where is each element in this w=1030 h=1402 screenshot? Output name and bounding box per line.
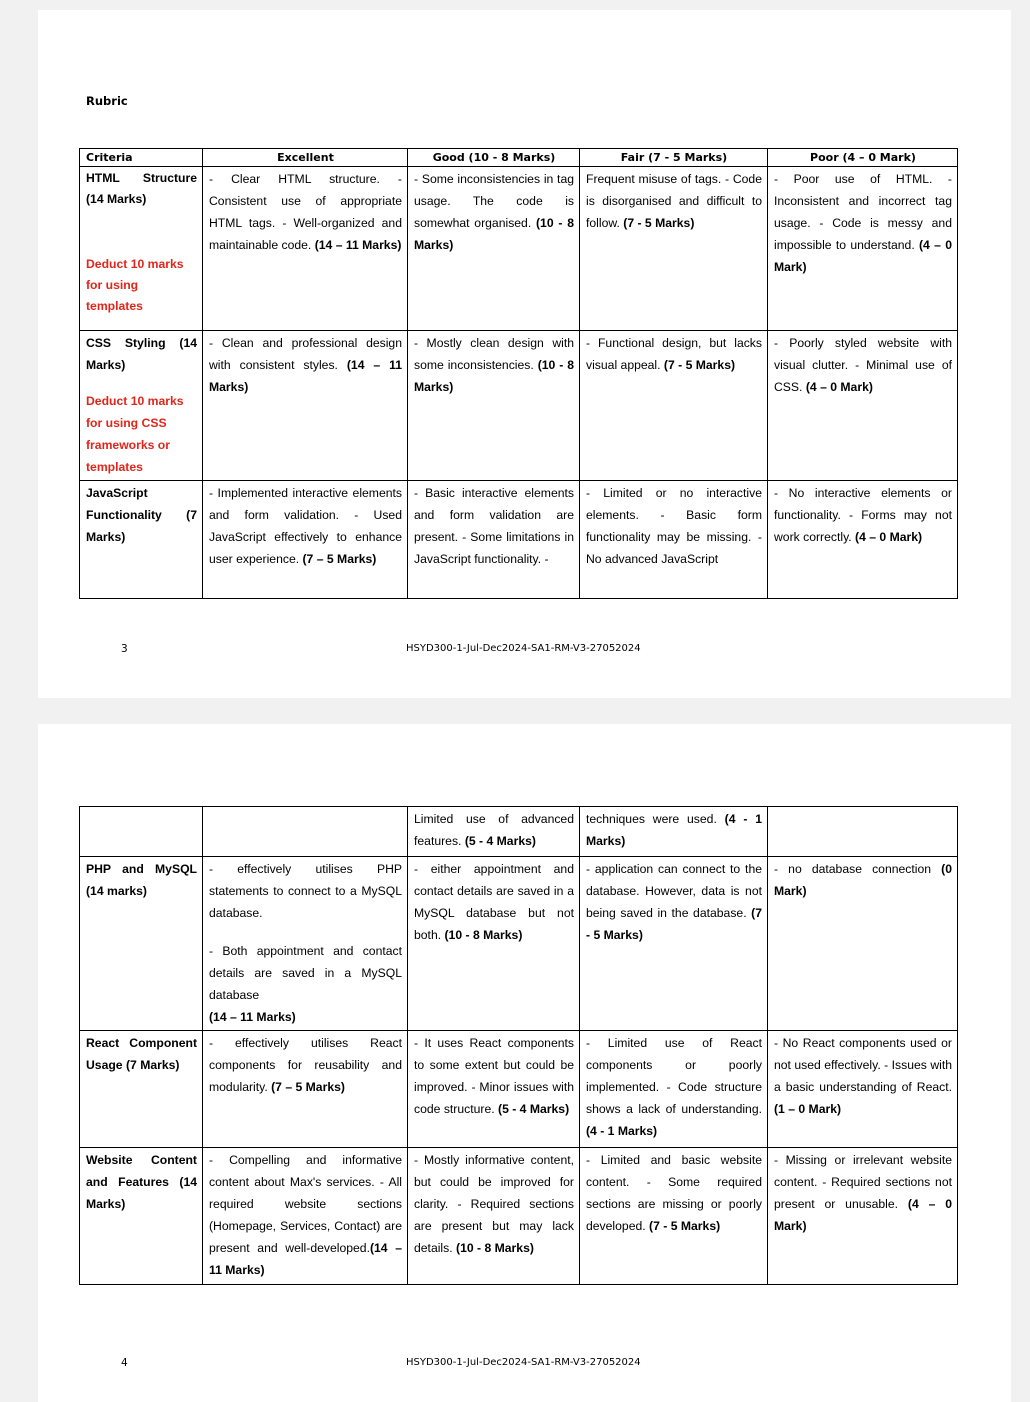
table-row-css-styling	[80, 331, 958, 481]
good-cell: - Basic interactive elements and form validation are present. - Some limitations in JavaScript functionality. -	[408, 481, 580, 599]
page-number: 4	[121, 1357, 128, 1369]
footer-document-code: HSYD300-1-Jul-Dec2024-SA1-RM-V3-27052024	[406, 1357, 641, 1368]
document-page-4	[38, 724, 1011, 1402]
criteria-title: HTML Structure	[86, 171, 197, 185]
criteria-cell	[80, 331, 203, 481]
criteria-marks: Marks)	[86, 358, 126, 372]
header-excellent: Excellent	[203, 149, 408, 167]
header-criteria: Criteria	[80, 149, 203, 167]
fair-cell: - Limited or no interactive elements. - Basic form functionality may be missing. - No advanced JavaScript	[580, 481, 768, 599]
poor-cell: - no database connection (0 Mark)	[768, 857, 958, 1031]
criteria-cell	[80, 1031, 203, 1148]
poor-cell	[768, 807, 958, 857]
excellent-cell: - Clear HTML structure. - Consistent use of appropriate HTML tags. - Well-organized and maintainable code. (14 – 11 Marks)	[203, 167, 408, 331]
rubric-table-part-2	[79, 806, 958, 1285]
poor-cell: - Poorly styled website with visual clutter. - Minimal use of CSS. (4 – 0 Mark)	[768, 331, 958, 481]
good-cell: - Some inconsistencies in tag usage. The code is somewhat organised. (10 - 8 Marks)	[408, 167, 580, 331]
criteria-marks: Marks)	[86, 530, 126, 544]
criteria-cell	[80, 857, 203, 1031]
footer-document-code: HSYD300-1-Jul-Dec2024-SA1-RM-V3-27052024	[406, 643, 641, 654]
good-cell: - either appointment and contact details are saved in a MySQL database but not both. (10 - 8 Marks)	[408, 857, 580, 1031]
fair-cell: - application can connect to the database. However, data is not being saved in the database. (7 - 5 Marks)	[580, 857, 768, 1031]
rubric-table-part-1	[79, 148, 958, 599]
poor-cell: - Missing or irrelevant website content. - Required sections not present or unusable. (4 – 0 Mark)	[768, 1148, 958, 1285]
criteria-cell	[80, 481, 203, 599]
excellent-cell	[203, 807, 408, 857]
deduction-note: Deduct 10 marks for using CSS frameworks or templates	[86, 394, 184, 474]
page-number: 3	[121, 643, 128, 655]
criteria-marks: Usage (7 Marks)	[86, 1058, 180, 1072]
criteria-title: React Component	[86, 1036, 197, 1050]
table-header-row	[80, 149, 958, 167]
good-cell: - It uses React components to some extent but could be improved. - Minor issues with code structure. (5 - 4 Marks)	[408, 1031, 580, 1148]
criteria-title: CSS Styling (14	[86, 336, 197, 350]
table-row-react	[80, 1031, 958, 1148]
criteria-title: PHP and MySQL	[86, 862, 197, 876]
criteria-title: Website Content	[86, 1153, 197, 1167]
excellent-cell: - effectively utilises React components for reusability and modularity. (7 – 5 Marks)	[203, 1031, 408, 1148]
fair-cell: techniques were used. (4 - 1 Marks)	[580, 807, 768, 857]
poor-cell: - Poor use of HTML. - Inconsistent and incorrect tag usage. - Code is messy and impossible to understand. (4 – 0 Mark)	[768, 167, 958, 331]
table-row-html-structure	[80, 167, 958, 331]
poor-cell: - No React components used or not used effectively. - Issues with a basic understanding of React. (1 – 0 Mark)	[768, 1031, 958, 1148]
poor-cell: - No interactive elements or functionality. - Forms may not work correctly. (4 – 0 Mark)	[768, 481, 958, 599]
table-row-javascript-continued	[80, 807, 958, 857]
good-cell: - Mostly informative content, but could be improved for clarity. - Required sections are present but may lack details. (10 - 8 Marks)	[408, 1148, 580, 1285]
fair-cell: - Functional design, but lacks visual appeal. (7 - 5 Marks)	[580, 331, 768, 481]
excellent-cell: - Clean and professional design with consistent styles. (14 – 11 Marks)	[203, 331, 408, 481]
criteria-title: JavaScript	[86, 486, 148, 500]
fair-cell: - Limited use of React components or poorly implemented. - Code structure shows a lack of understanding. (4 - 1 Marks)	[580, 1031, 768, 1148]
table-row-website-content	[80, 1148, 958, 1285]
good-cell: Limited use of advanced features. (5 - 4 Marks)	[408, 807, 580, 857]
header-fair: Fair (7 - 5 Marks)	[580, 149, 768, 167]
criteria-marks: (14 Marks)	[86, 192, 147, 206]
header-good: Good (10 - 8 Marks)	[408, 149, 580, 167]
criteria-marks: Marks)	[86, 1197, 126, 1211]
good-cell: - Mostly clean design with some inconsistencies. (10 - 8 Marks)	[408, 331, 580, 481]
table-row-php-mysql	[80, 857, 958, 1031]
criteria-title-2: Functionality (7	[86, 508, 197, 522]
criteria-cell	[80, 1148, 203, 1285]
excellent-cell: - Compelling and informative content about Max's services. - All required website sections (Homepage, Services, Contact) are present and well-developed.(14 – 11 Marks)	[203, 1148, 408, 1285]
table-row-javascript	[80, 481, 958, 599]
excellent-cell: - Implemented interactive elements and form validation. - Used JavaScript effectively to enhance user experience. (7 – 5 Marks)	[203, 481, 408, 599]
deduction-note: Deduct 10 marks for using templates	[86, 257, 184, 313]
excellent-cell: - effectively utilises PHP statements to connect to a MySQL database. - Both appointment and contact details are saved in a MySQL database (14 – 11 Marks)	[203, 857, 408, 1031]
criteria-marks: (14 marks)	[86, 884, 147, 898]
fair-cell: Frequent misuse of tags. - Code is disorganised and difficult to follow. (7 - 5 Marks)	[580, 167, 768, 331]
rubric-heading: Rubric	[86, 94, 128, 108]
fair-cell: - Limited and basic website content. - Some required sections are missing or poorly developed. (7 - 5 Marks)	[580, 1148, 768, 1285]
criteria-cell	[80, 807, 203, 857]
criteria-cell	[80, 167, 203, 331]
document-page-3	[38, 10, 1011, 698]
criteria-title-2: and Features (14	[86, 1175, 197, 1189]
header-poor: Poor (4 – 0 Mark)	[768, 149, 958, 167]
